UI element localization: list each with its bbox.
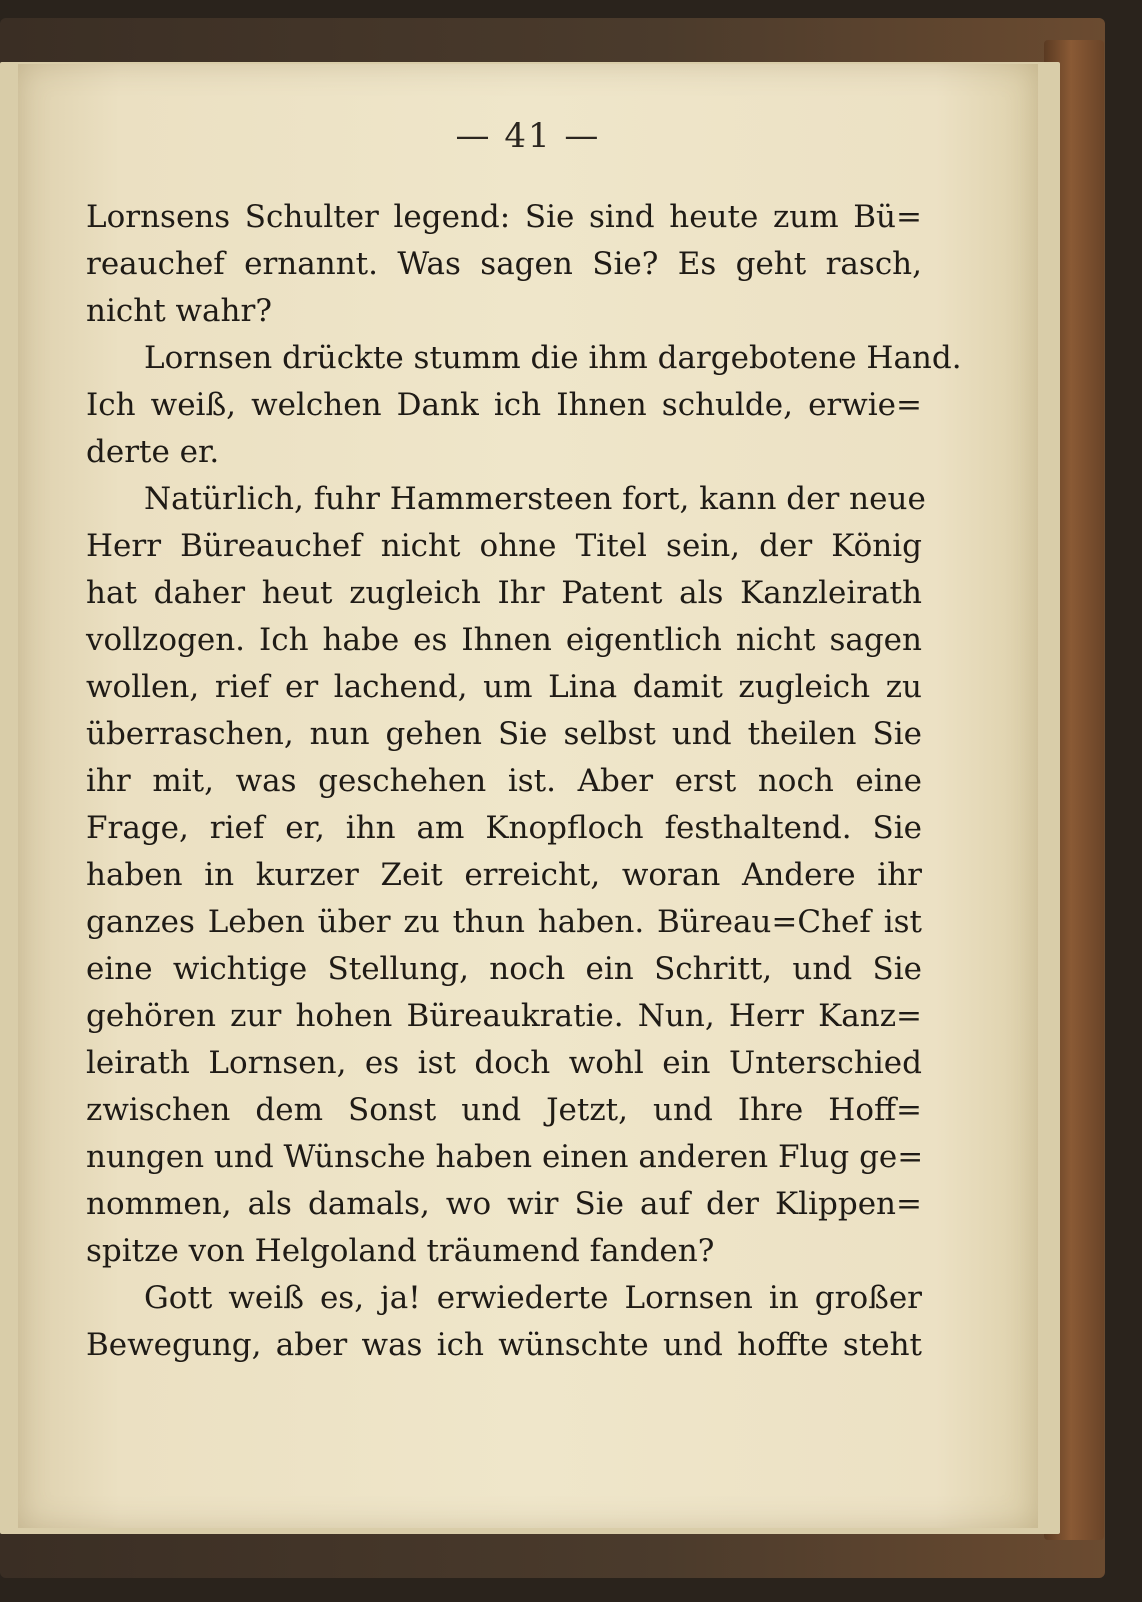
text-line: Natürlich, fuhr Hammersteen fort, kann der neue: [144, 481, 926, 517]
text-line: Herr Büreauchef nicht ohne Titel sein, der König: [86, 528, 922, 564]
text-line: Ich weiß, welchen Dank ich Ihnen schulde, erwie=: [86, 387, 922, 423]
book-page: [18, 64, 1038, 1528]
text-line: zwischen dem Sonst und Jetzt, und Ihre Hoff=: [86, 1092, 922, 1128]
text-line: Bewegung, aber was ich wünschte und hoffte steht: [86, 1327, 922, 1363]
text-line: gehören zur hohen Büreaukratie. Nun, Herr Kanz=: [86, 998, 922, 1034]
text-line: hat daher heut zugleich Ihr Patent als Kanzleirath: [86, 575, 922, 611]
text-line: haben in kurzer Zeit erreicht, woran Andere ihr: [86, 857, 922, 893]
text-line: nungen und Wünsche haben einen anderen Flug ge=: [86, 1139, 924, 1175]
text-line: nommen, als damals, wo wir Sie auf der Klippen=: [86, 1186, 922, 1222]
text-line: reauchef ernannt. Was sagen Sie? Es geht rasch,: [86, 246, 922, 282]
text-line: Frage, rief er, ihn am Knopfloch festhaltend. Sie: [86, 810, 922, 846]
text-line: derte er.: [86, 434, 220, 470]
text-line: leirath Lornsen, es ist doch wohl ein Unterschied: [86, 1045, 922, 1081]
text-line: vollzogen. Ich habe es Ihnen eigentlich nicht sagen: [86, 622, 922, 658]
text-line: ihr mit, was geschehen ist. Aber erst noch eine: [86, 763, 922, 799]
text-line: nicht wahr?: [86, 293, 272, 329]
page-number: — 41 —: [455, 116, 601, 156]
text-line: spitze von Helgoland träumend fanden?: [86, 1233, 715, 1269]
text-line: wollen, rief er lachend, um Lina damit zugleich zu: [86, 669, 922, 705]
text-line: ganzes Leben über zu thun haben. Büreau=Chef ist: [86, 904, 922, 940]
text-line: eine wichtige Stellung, noch ein Schritt, und Sie: [86, 951, 922, 987]
text-line: überraschen, nun gehen Sie selbst und theilen Sie: [86, 716, 922, 752]
text-line: Gott weiß es, ja! erwiederte Lornsen in großer: [144, 1280, 922, 1316]
text-line: Lornsen drückte stumm die ihm dargebotene Hand.: [144, 340, 962, 376]
page-text: [86, 194, 962, 1369]
text-line: Lornsens Schulter legend: Sie sind heute zum Bü=: [86, 199, 922, 235]
